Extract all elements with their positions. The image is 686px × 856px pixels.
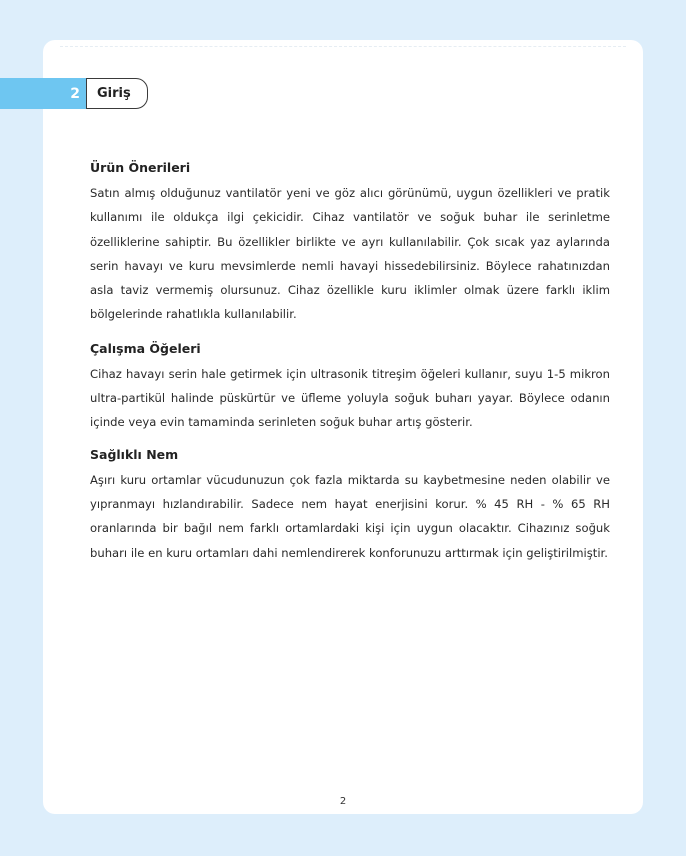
section-number-badge: 2 <box>0 78 92 109</box>
heading-urun-onerileri: Ürün Önerileri <box>90 160 191 175</box>
section-title-label: Giriş <box>86 78 148 109</box>
heading-saglikli-nem: Sağlıklı Nem <box>90 446 179 462</box>
paragraph-saglikli-nem: Aşırı kuru ortamlar vücudunuzun çok fazla miktarda su kaybetmesine neden olabilir ve yıpranmayı hızlandırabilir. Sadece nem hayat enerjisini korur. % 45 RH - % 65 RH oranlarında bir bağıl nem farklı ortamlardaki kişi için uygun olacaktır. Cihazınız soğuk buharı ile en kuru ortamları dahi nemlendirerek konforunuzu arttırmak için geliştirilmiştir. <box>90 472 610 560</box>
section-tab <box>0 78 148 109</box>
page-number: 2 <box>339 796 347 807</box>
paragraph-urun-onerileri: Satın almış olduğunuz vantilatör yeni ve göz alıcı görünümü, uygun özellikleri ve pratik kullanımı ile oldukça ilgi çekicidir. Cihaz vantilatör ve soğuk buhar ile serinletme özelliklerine sahiptir. Bu özellikler birlikte ve ayrı kullanılabilir. Çok sıcak yaz aylarında serin havayı ve kuru mevsimlerde nemli havayi hissedebilirsiniz. Böylece rahatınızdan asla taviz vermemiş olursunuz. Cihaz özellikle kuru iklimler olmak üzere farklı iklim bölgelerinde rahatlıkla kullanılabilir. <box>90 186 610 322</box>
heading-calisma-ogeleri: Çalışma Öğeleri <box>90 340 201 356</box>
document-body <box>90 158 610 565</box>
paragraph-calisma-ogeleri: Cihaz havayı serin hale getirmek için ultrasonik titreşim öğeleri kullanır, suyu 1-5 mikron ultra-partikül halinde püskürtür ve üfleme yoluyla soğuk buharı yayar. Böylece odanın içinde veya evin tamaminda serinleten soğuk buhar artış gösterir. <box>90 366 610 430</box>
decorative-dashed-border <box>60 46 626 47</box>
